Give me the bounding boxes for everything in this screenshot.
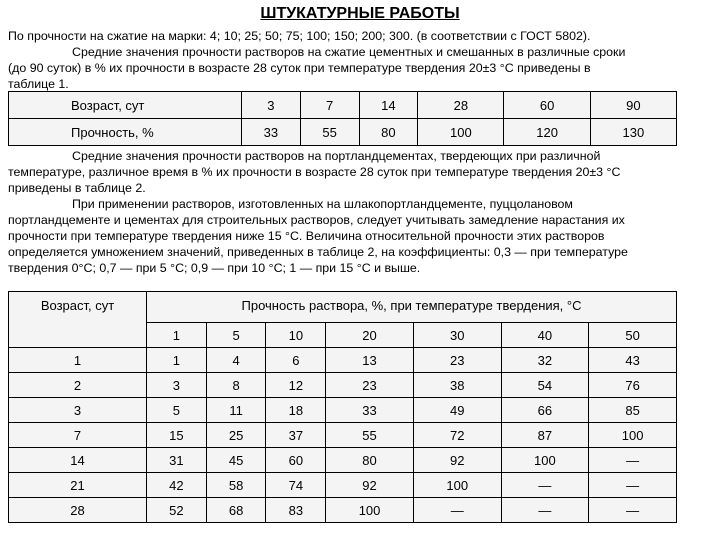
table-row	[9, 448, 677, 473]
intro-paragraph	[8, 28, 706, 92]
age-cell: 2	[9, 373, 147, 398]
page-title: ШТУКАТУРНЫЕ РАБОТЫ	[260, 5, 460, 22]
table-cell: 1	[147, 348, 207, 373]
table-cell: 31	[147, 448, 207, 473]
table-cell: 55	[326, 423, 414, 448]
table-cell: 100	[501, 448, 589, 473]
table-cell: 33	[242, 119, 301, 146]
body-line: приведены в таблице 2.	[8, 181, 146, 195]
body-line: Средние значения прочности растворов на портландцементах, твердеющих при различной	[72, 149, 601, 163]
table-cell: 68	[206, 498, 266, 523]
table-cell: 23	[413, 348, 501, 373]
table-row	[9, 473, 677, 498]
table-row	[9, 398, 677, 423]
table-cell: 83	[266, 498, 326, 523]
table-cell: 43	[589, 348, 677, 373]
body-line: прочности при температуре твердения ниже 15 °С. Величина относительной прочности этих растворов	[8, 229, 605, 243]
table-cell: —	[501, 498, 589, 523]
table-cell: 100	[589, 423, 677, 448]
table-cell: 55	[300, 119, 359, 146]
table-cell: 130	[590, 119, 676, 146]
table-cell: 72	[413, 423, 501, 448]
table-cell: 49	[413, 398, 501, 423]
table-cell: 60	[504, 92, 590, 119]
table-cell: —	[589, 473, 677, 498]
age-cell: 21	[9, 473, 147, 498]
table-cell: 4	[206, 348, 266, 373]
intro-line: Средние значения прочности растворов на сжатие цементных и смешанных в различные сроки	[72, 45, 626, 59]
table-row	[9, 92, 677, 119]
table-cell: 3	[242, 92, 301, 119]
age-cell: 28	[9, 498, 147, 523]
table-row	[9, 373, 677, 398]
table-cell: 8	[206, 373, 266, 398]
table-cell: 80	[326, 448, 414, 473]
table-cell: 54	[501, 373, 589, 398]
table-cell: 60	[266, 448, 326, 473]
table-cell: 14	[359, 92, 418, 119]
table-header-row	[9, 292, 677, 323]
table-cell: 6	[266, 348, 326, 373]
table-cell: 18	[266, 398, 326, 423]
table-cell: 76	[589, 373, 677, 398]
table-cell: 92	[413, 448, 501, 473]
row-header-age: Возраст, сут	[9, 92, 242, 119]
table-row	[9, 119, 677, 146]
table-cell: 25	[206, 423, 266, 448]
temperature-header: 50	[589, 323, 677, 348]
intro-line: По прочности на сжатие на марки: 4; 10; 25; 50; 75; 100; 150; 200; 300. (в соответствии с ГОСТ 5802).	[8, 29, 591, 43]
table-cell: 5	[147, 398, 207, 423]
table-cell: 85	[589, 398, 677, 423]
age-cell: 3	[9, 398, 147, 423]
row-header-strength: Прочность, %	[9, 119, 242, 146]
table-cell: 38	[413, 373, 501, 398]
body-paragraph	[8, 148, 706, 276]
table-cell: 45	[206, 448, 266, 473]
table-cell: 100	[326, 498, 414, 523]
body-line: твердения 0°С; 0,7 — при 5 °С; 0,9 — при 10 °С; 1 — при 15 °С и выше.	[8, 261, 421, 275]
table-cell: 87	[501, 423, 589, 448]
table-cell: 100	[418, 119, 504, 146]
table-cell: 74	[266, 473, 326, 498]
table-cell: —	[413, 498, 501, 523]
table-cell: 90	[590, 92, 676, 119]
age-cell: 1	[9, 348, 147, 373]
table-cell: 33	[326, 398, 414, 423]
table-cell: 32	[501, 348, 589, 373]
column-header-age: Возраст, сут	[9, 292, 147, 348]
table-cell: 11	[206, 398, 266, 423]
column-header-strength: Прочность раствора, %, при температуре твердения, °С	[147, 292, 677, 323]
table-cell: 23	[326, 373, 414, 398]
intro-line: (до 90 суток) в % их прочности в возрасте 28 суток при температуре твердения 20±3 °С приведены в	[8, 61, 591, 75]
body-line: определяется умножением значений, приведенных в таблице 2, на коэффициенты: 0,3 — при температуре	[8, 245, 628, 259]
body-line: портландцементе и цементах для строительных растворов, следует учитывать замедление нарастания их	[8, 213, 625, 227]
table-cell: 52	[147, 498, 207, 523]
age-cell: 7	[9, 423, 147, 448]
table-cell: 3	[147, 373, 207, 398]
age-cell: 14	[9, 448, 147, 473]
temperature-header: 20	[326, 323, 414, 348]
table-cell: —	[589, 498, 677, 523]
body-line: При применении растворов, изготовленных на шлакопортландцементе, пуццолановом	[72, 197, 573, 211]
intro-line: таблице 1.	[8, 77, 69, 91]
table-cell: 15	[147, 423, 207, 448]
table-cell: 12	[266, 373, 326, 398]
table-cell: 100	[413, 473, 501, 498]
temperature-header: 30	[413, 323, 501, 348]
table-cell: —	[501, 473, 589, 498]
table-cell: 28	[418, 92, 504, 119]
table-cell: 42	[147, 473, 207, 498]
table-row	[9, 348, 677, 373]
table-cell: 37	[266, 423, 326, 448]
temperature-header: 10	[266, 323, 326, 348]
table-cell: 92	[326, 473, 414, 498]
table-cell: 120	[504, 119, 590, 146]
temperature-header: 5	[206, 323, 266, 348]
table-row	[9, 498, 677, 523]
table-cell: 80	[359, 119, 418, 146]
table-cell: 58	[206, 473, 266, 498]
table-strength-by-age	[8, 91, 677, 146]
table-strength-by-temperature	[8, 291, 677, 523]
table-cell: —	[589, 448, 677, 473]
table-cell: 66	[501, 398, 589, 423]
body-line: температуре, различное время в % их прочности в возрасте 28 суток при температуре твердения 20±3 °С	[8, 165, 621, 179]
temperature-header: 1	[147, 323, 207, 348]
temperature-header: 40	[501, 323, 589, 348]
table-row	[9, 423, 677, 448]
table-cell: 13	[326, 348, 414, 373]
table-cell: 7	[300, 92, 359, 119]
